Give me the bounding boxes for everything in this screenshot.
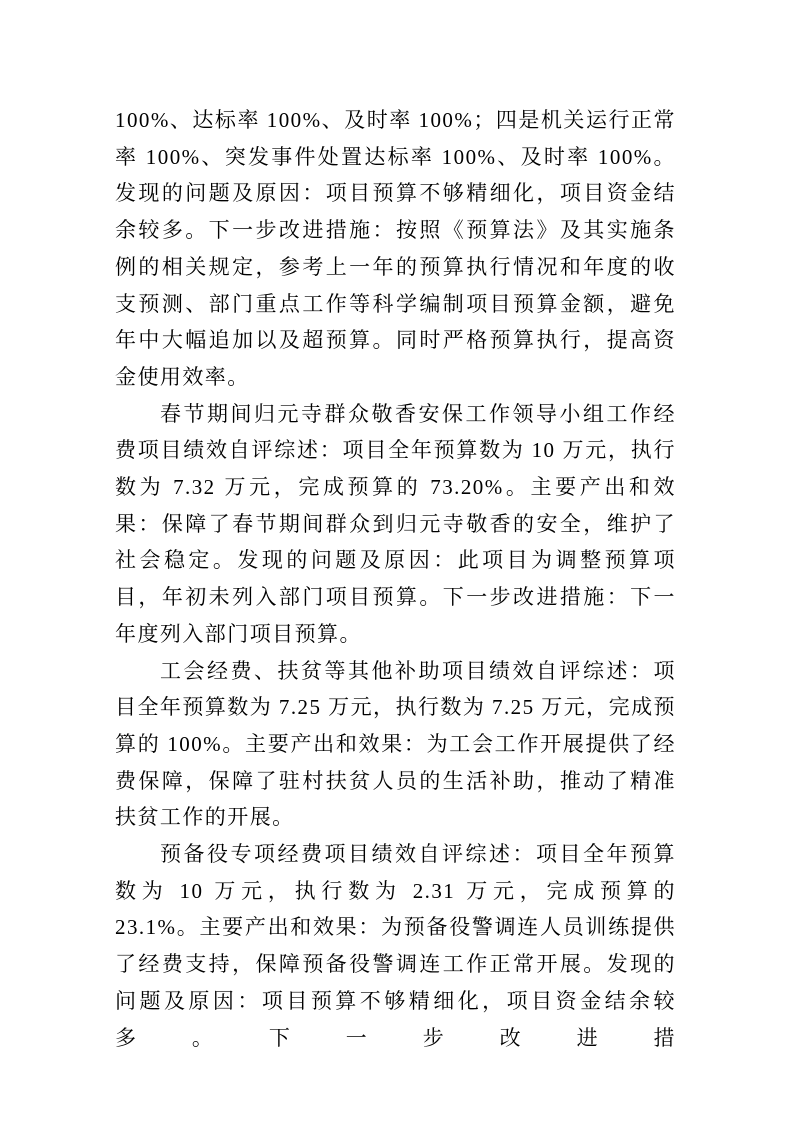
paragraph-reserve-forces-special-funds-project: 预备役专项经费项目绩效自评综述：项目全年预算数为 10 万元，执行数为 2.31 万元，完成预算的 23.1%。主要产出和效果：为预备役警调连人员训练提供了经费支持，保障预备役警调连工作正常开展。发现的问题及原因：项目预算不够精细化，项目资金结余较多。下一步改进措 (115, 842, 676, 1050)
paragraph-union-funds-poverty-alleviation-subsidy-project: 工会经费、扶贫等其他补助项目绩效自评综述：项目全年预算数为 7.25 万元，执行数为 7.25 万元，完成预算的 100%。主要产出和效果：为工会工作开展提供了经费保障，保障了驻村扶贫人员的生活补助，推动了精准扶贫工作的开展。 (115, 658, 676, 830)
document-body-text (115, 102, 676, 1056)
paragraph-spring-festival-guiyuan-temple-security-project: 春节期间归元寺群众敬香安保工作领导小组工作经费项目绩效自评综述：项目全年预算数为 10 万元，执行数为 7.32 万元，完成预算的 73.20%。主要产出和效果：保障了春节期间群众到归元寺敬香的安全，维护了社会稳定。发现的问题及原因：此项目为调整预算项目，年初未列入部门项目预算。下一步改进措施：下一年度列入部门项目预算。 (115, 401, 676, 646)
paragraph-budget-improvement-measures: 100%、达标率 100%、及时率 100%；四是机关运行正常率 100%、突发事件处置达标率 100%、及时率 100%。发现的问题及原因：项目预算不够精细化，项目资金结余较多。下一步改进措施：按照《预算法》及其实施条例的相关规定，参考上一年的预算执行情况和年度的收支预测、部门重点工作等科学编制项目预算金额，避免年中大幅追加以及超预算。同时严格预算执行，提高资金使用效率。 (115, 108, 676, 389)
